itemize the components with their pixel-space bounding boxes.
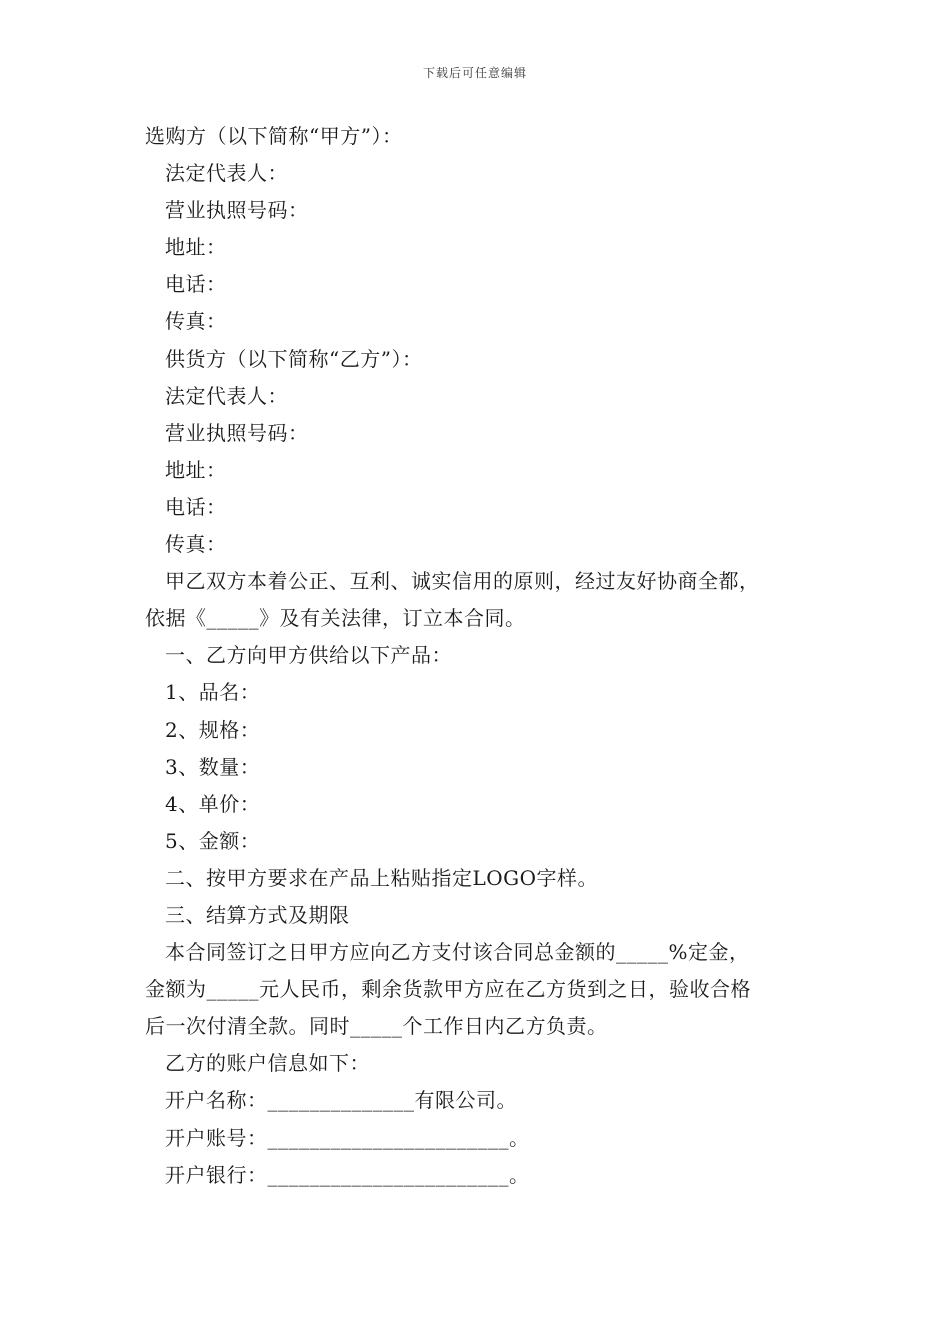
paragraph-line: 本合同签订之日甲方应向乙方支付该合同总金额的_____%定金， (165, 940, 750, 965)
paragraph-line: 供货方（以下简称“乙方”）： (165, 346, 423, 371)
paragraph-line: 甲乙双方本着公正、互利、诚实信用的原则，经过友好协商全都， (165, 569, 760, 594)
paragraph-line: 传真： (165, 309, 227, 334)
paragraph-line: 后一次付清全款。同时_____个工作日内乙方负责。 (145, 1014, 608, 1039)
paragraph-line: 地址： (165, 457, 227, 482)
paragraph-line: 2、规格： (165, 717, 261, 742)
paragraph-line: 选购方（以下简称“甲方”）： (145, 124, 403, 148)
paragraph-line: 5、金额： (165, 828, 261, 853)
paragraph-line: 开户名称：______________有限公司。 (165, 1088, 517, 1113)
paragraph-line: 依据《_____》及有关法律，订立本合同。 (145, 606, 526, 631)
paragraph-line: 乙方的账户信息如下： (165, 1051, 370, 1076)
paragraph-line: 法定代表人： (165, 161, 288, 186)
paragraph-line: 电话： (165, 494, 227, 519)
paragraph-line: 1、品名： (165, 680, 261, 705)
paragraph-line: 4、单价： (165, 791, 261, 816)
paragraph-line: 开户银行：_______________________。 (165, 1162, 530, 1187)
paragraph-line: 法定代表人： (165, 383, 288, 408)
paragraph-line: 开户账号：_______________________。 (165, 1125, 530, 1150)
contract-body (145, 118, 815, 1194)
paragraph-line: 3、数量： (165, 754, 261, 779)
paragraph-line: 营业执照号码： (165, 198, 309, 223)
page-header: 下载后可任意编辑 (422, 66, 527, 80)
paragraph-line: 二、按甲方要求在产品上粘贴指定LOGO字样。 (165, 865, 599, 890)
paragraph-line: 地址： (165, 235, 227, 260)
paragraph-line: 传真： (165, 532, 227, 557)
paragraph-line: 营业执照号码： (165, 420, 309, 445)
paragraph-line: 金额为_____元人民币，剩余货款甲方应在乙方货到之日，验收合格 (145, 977, 751, 1002)
paragraph-line: 一、乙方向甲方供给以下产品： (165, 643, 452, 668)
paragraph-line: 电话： (165, 272, 227, 297)
paragraph-line: 三、结算方式及期限 (165, 902, 350, 927)
